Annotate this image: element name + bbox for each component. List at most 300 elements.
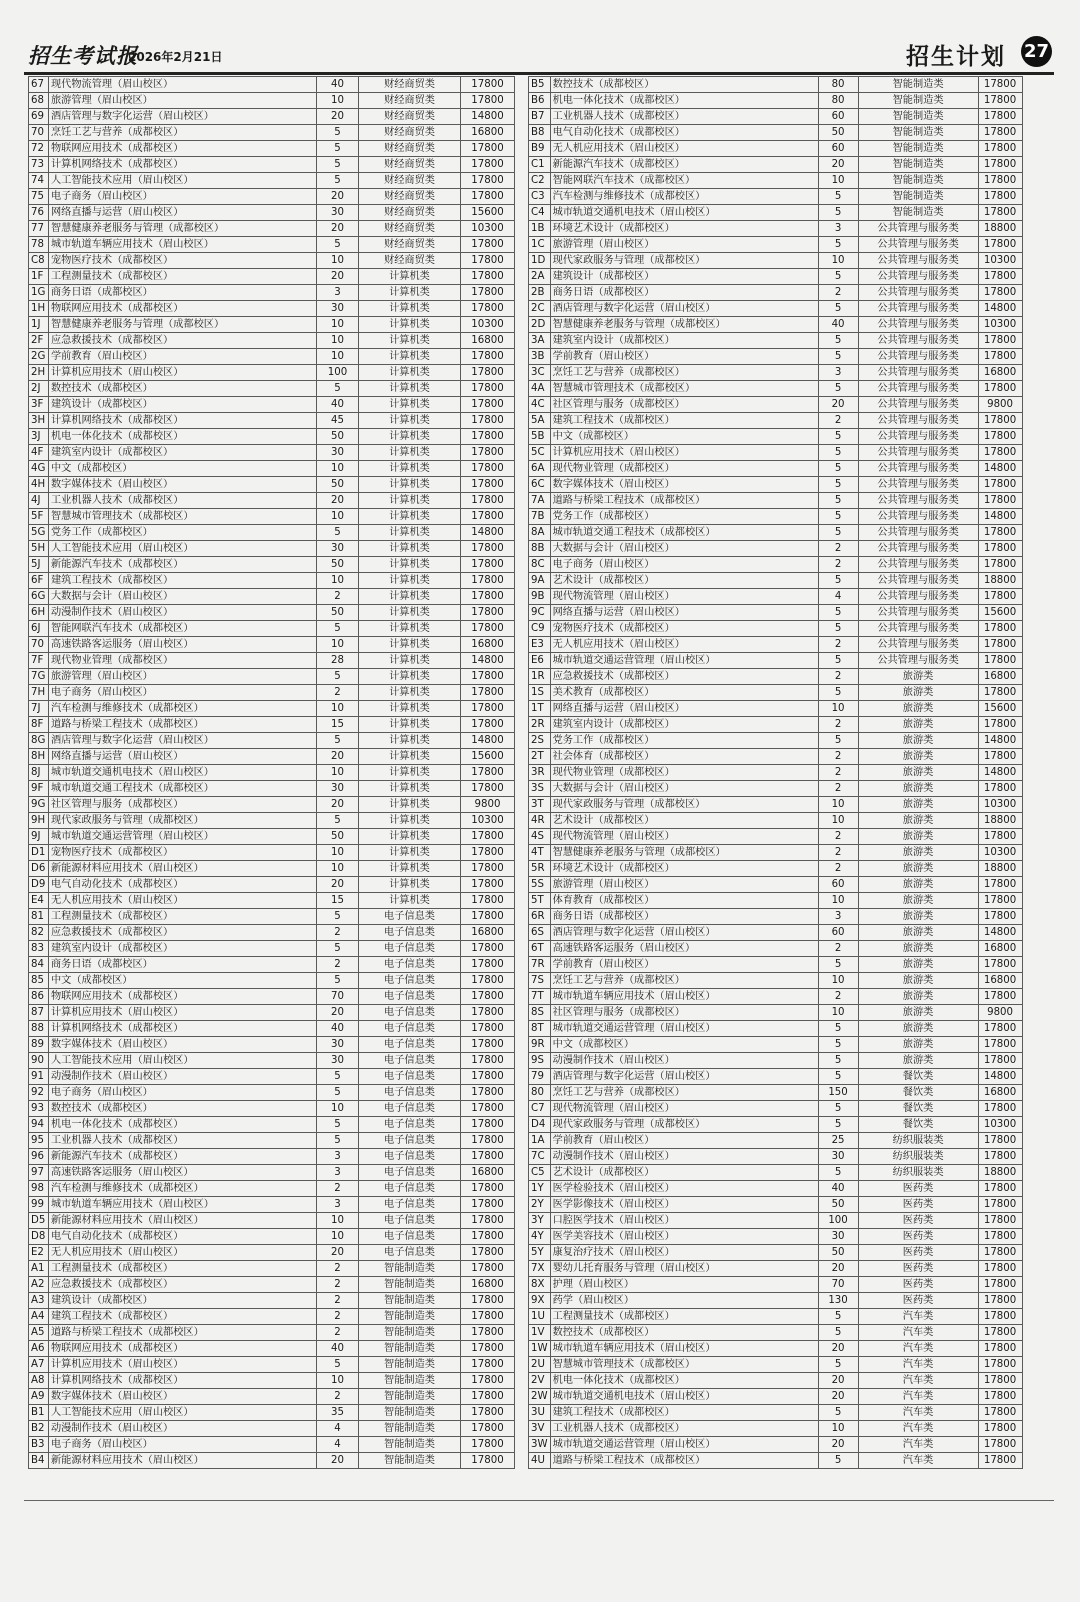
major-name-cell: 动漫制作技术（眉山校区） [49, 1069, 317, 1085]
table-row [29, 1005, 515, 1021]
subject-category-cell: 旅游类 [858, 1005, 978, 1021]
table-row [29, 925, 515, 941]
tuition-fee-cell: 17800 [461, 1325, 515, 1341]
plan-count-cell: 10 [317, 317, 359, 333]
table-row [29, 445, 515, 461]
major-name-cell: 建筑设计（成都校区） [49, 1293, 317, 1309]
plan-count-cell: 5 [818, 957, 858, 973]
subject-category-cell: 电子信息类 [359, 1085, 461, 1101]
table-row [29, 477, 515, 493]
table-row [29, 669, 515, 685]
tuition-fee-cell: 17800 [978, 541, 1022, 557]
major-name-cell: 党务工作（成都校区） [550, 509, 818, 525]
table-row [529, 413, 1023, 429]
subject-category-cell: 公共管理与服务类 [858, 269, 978, 285]
plan-count-cell: 5 [317, 157, 359, 173]
major-code-cell: E3 [529, 637, 551, 653]
plan-count-cell: 5 [317, 1117, 359, 1133]
tuition-fee-cell: 17800 [461, 173, 515, 189]
plan-count-cell: 30 [317, 205, 359, 221]
tuition-fee-cell: 17800 [978, 717, 1022, 733]
major-code-cell: 3R [529, 765, 551, 781]
major-name-cell: 应急救援技术（成都校区） [550, 669, 818, 685]
tuition-fee-cell: 17800 [978, 589, 1022, 605]
tuition-fee-cell: 16800 [461, 1277, 515, 1293]
major-code-cell: 74 [29, 173, 49, 189]
table-row [529, 1181, 1023, 1197]
subject-category-cell: 餐饮类 [858, 1117, 978, 1133]
table-row [529, 989, 1023, 1005]
major-code-cell: 87 [29, 1005, 49, 1021]
table-row [529, 445, 1023, 461]
major-code-cell: 8A [529, 525, 551, 541]
plan-count-cell: 10 [818, 1005, 858, 1021]
major-code-cell: 6R [529, 909, 551, 925]
major-code-cell: 9F [29, 781, 49, 797]
subject-category-cell: 旅游类 [858, 701, 978, 717]
plan-count-cell: 10 [317, 253, 359, 269]
tuition-fee-cell: 17800 [461, 1373, 515, 1389]
major-code-cell: 91 [29, 1069, 49, 1085]
subject-category-cell: 智能制造类 [858, 109, 978, 125]
major-code-cell: E2 [29, 1245, 49, 1261]
major-name-cell: 建筑设计（成都校区） [49, 397, 317, 413]
plan-count-cell: 20 [818, 1373, 858, 1389]
major-name-cell: 机电一体化技术（成都校区） [550, 1373, 818, 1389]
major-code-cell: B8 [529, 125, 551, 141]
major-code-cell: 9B [529, 589, 551, 605]
tuition-fee-cell: 17800 [461, 877, 515, 893]
table-row [529, 717, 1023, 733]
tuition-fee-cell: 17800 [461, 381, 515, 397]
subject-category-cell: 电子信息类 [359, 1181, 461, 1197]
major-name-cell: 网络直播与运营（眉山校区） [49, 205, 317, 221]
major-name-cell: 建筑室内设计（成都校区） [550, 333, 818, 349]
major-name-cell: 城市轨道车辆应用技术（眉山校区） [49, 237, 317, 253]
major-name-cell: 建筑工程技术（成都校区） [550, 1405, 818, 1421]
major-code-cell: 77 [29, 221, 49, 237]
major-name-cell: 应急救援技术（成都校区） [49, 925, 317, 941]
major-code-cell: 83 [29, 941, 49, 957]
tuition-fee-cell: 17800 [978, 285, 1022, 301]
table-row [529, 269, 1023, 285]
major-code-cell: 5J [29, 557, 49, 573]
major-name-cell: 网络直播与运营（眉山校区） [49, 749, 317, 765]
plan-count-cell: 10 [317, 461, 359, 477]
tuition-fee-cell: 16800 [978, 1085, 1022, 1101]
plan-count-cell: 5 [317, 1357, 359, 1373]
table-row [529, 685, 1023, 701]
tuition-fee-cell: 9800 [461, 797, 515, 813]
major-name-cell: 智慧健康养老服务与管理（成都校区） [550, 317, 818, 333]
major-name-cell: 烹饪工艺与营养（成都校区） [550, 973, 818, 989]
subject-category-cell: 公共管理与服务类 [858, 349, 978, 365]
major-name-cell: 数字媒体技术（眉山校区） [49, 1389, 317, 1405]
tuition-fee-cell: 17800 [978, 125, 1022, 141]
tuition-fee-cell: 17800 [461, 1405, 515, 1421]
table-row [29, 1389, 515, 1405]
major-code-cell: 4C [529, 397, 551, 413]
tuition-fee-cell: 17800 [978, 1389, 1022, 1405]
major-code-cell: 7J [29, 701, 49, 717]
major-code-cell: 98 [29, 1181, 49, 1197]
table-row [29, 1309, 515, 1325]
tuition-fee-cell: 16800 [978, 973, 1022, 989]
major-name-cell: 工程测量技术（成都校区） [550, 1309, 818, 1325]
major-code-cell: 3J [29, 429, 49, 445]
table-row [529, 605, 1023, 621]
table-row [29, 685, 515, 701]
tuition-fee-cell: 17800 [461, 541, 515, 557]
major-code-cell: 7S [529, 973, 551, 989]
table-row [529, 477, 1023, 493]
major-code-cell: 2U [529, 1357, 551, 1373]
table-row [529, 381, 1023, 397]
subject-category-cell: 财经商贸类 [359, 173, 461, 189]
major-name-cell: 高速铁路客运服务（眉山校区） [49, 637, 317, 653]
subject-category-cell: 医药类 [858, 1197, 978, 1213]
major-code-cell: 1F [29, 269, 49, 285]
tuition-fee-cell: 17800 [461, 157, 515, 173]
major-name-cell: 中文（成都校区） [49, 973, 317, 989]
major-name-cell: 人工智能技术应用（眉山校区） [49, 541, 317, 557]
table-row [29, 1421, 515, 1437]
major-name-cell: 建筑设计（成都校区） [550, 269, 818, 285]
major-name-cell: 工业机器人技术（成都校区） [49, 1133, 317, 1149]
table-row [529, 1389, 1023, 1405]
major-code-cell: 89 [29, 1037, 49, 1053]
major-code-cell: 9H [29, 813, 49, 829]
major-name-cell: 电气自动化技术（成都校区） [49, 877, 317, 893]
tuition-fee-cell: 17800 [978, 1261, 1022, 1277]
table-row [529, 189, 1023, 205]
major-name-cell: 城市轨道交通运营管理（眉山校区） [550, 1021, 818, 1037]
table-row [529, 957, 1023, 973]
major-code-cell: 7C [529, 1149, 551, 1165]
tuition-fee-cell: 15600 [461, 205, 515, 221]
tuition-fee-cell: 17800 [461, 1293, 515, 1309]
major-name-cell: 旅游管理（眉山校区） [49, 93, 317, 109]
subject-category-cell: 财经商贸类 [359, 109, 461, 125]
tuition-fee-cell: 17800 [461, 1149, 515, 1165]
major-name-cell: 城市轨道车辆应用技术（眉山校区） [550, 989, 818, 1005]
tuition-fee-cell: 17800 [978, 413, 1022, 429]
subject-category-cell: 汽车类 [858, 1357, 978, 1373]
major-name-cell: 智慧健康养老服务与管理（成都校区） [49, 317, 317, 333]
subject-category-cell: 旅游类 [858, 909, 978, 925]
major-code-cell: 79 [529, 1069, 551, 1085]
major-name-cell: 医学美容技术（眉山校区） [550, 1229, 818, 1245]
major-name-cell: 社区管理与服务（成都校区） [550, 397, 818, 413]
subject-category-cell: 汽车类 [858, 1389, 978, 1405]
tuition-fee-cell: 17800 [461, 477, 515, 493]
major-name-cell: 智慧城市管理技术（成都校区） [550, 1357, 818, 1373]
plan-count-cell: 2 [818, 861, 858, 877]
major-name-cell: 党务工作（成都校区） [550, 733, 818, 749]
major-code-cell: 8B [529, 541, 551, 557]
major-name-cell: 无人机应用技术（眉山校区） [49, 893, 317, 909]
tuition-fee-cell: 17800 [461, 845, 515, 861]
major-name-cell: 智能网联汽车技术（成都校区） [550, 173, 818, 189]
major-name-cell: 数字媒体技术（眉山校区） [49, 477, 317, 493]
tuition-fee-cell: 14800 [461, 733, 515, 749]
major-code-cell: C2 [529, 173, 551, 189]
major-name-cell: 人工智能技术应用（眉山校区） [49, 173, 317, 189]
major-code-cell: 4F [29, 445, 49, 461]
major-code-cell: B7 [529, 109, 551, 125]
major-code-cell: 97 [29, 1165, 49, 1181]
major-code-cell: 72 [29, 141, 49, 157]
table-row [529, 429, 1023, 445]
major-name-cell: 社区管理与服务（成都校区） [49, 797, 317, 813]
plan-count-cell: 5 [317, 1069, 359, 1085]
subject-category-cell: 智能制造类 [359, 1373, 461, 1389]
table-row [529, 861, 1023, 877]
major-name-cell: 网络直播与运营（眉山校区） [550, 605, 818, 621]
tuition-fee-cell: 17800 [978, 909, 1022, 925]
major-name-cell: 宠物医疗技术（成都校区） [49, 845, 317, 861]
plan-count-cell: 5 [317, 173, 359, 189]
tuition-fee-cell: 10300 [978, 253, 1022, 269]
major-name-cell: 酒店管理与数字化运营（眉山校区） [49, 109, 317, 125]
plan-count-cell: 40 [317, 77, 359, 93]
major-name-cell: 工程测量技术（成都校区） [49, 269, 317, 285]
subject-category-cell: 医药类 [858, 1277, 978, 1293]
tuition-fee-cell: 17800 [978, 1341, 1022, 1357]
major-code-cell: 94 [29, 1117, 49, 1133]
tuition-fee-cell: 17800 [978, 1453, 1022, 1469]
tuition-fee-cell: 17800 [978, 1229, 1022, 1245]
tuition-fee-cell: 16800 [461, 125, 515, 141]
table-row [29, 1293, 515, 1309]
subject-category-cell: 医药类 [858, 1229, 978, 1245]
major-name-cell: 高速铁路客运服务（眉山校区） [49, 1165, 317, 1181]
plan-count-cell: 2 [818, 845, 858, 861]
tuition-fee-cell: 16800 [461, 1165, 515, 1181]
table-row [529, 1085, 1023, 1101]
major-code-cell: B4 [29, 1453, 49, 1469]
table-row [529, 301, 1023, 317]
table-row [529, 1053, 1023, 1069]
plan-count-cell: 5 [818, 301, 858, 317]
major-code-cell: 4T [529, 845, 551, 861]
major-name-cell: 物联网应用技术（成都校区） [49, 141, 317, 157]
major-name-cell: 城市轨道交通机电技术（眉山校区） [550, 1389, 818, 1405]
major-code-cell: 4U [529, 1453, 551, 1469]
tuition-fee-cell: 17800 [978, 1101, 1022, 1117]
subject-category-cell: 财经商贸类 [359, 253, 461, 269]
tuition-fee-cell: 18800 [978, 861, 1022, 877]
plan-count-cell: 2 [317, 957, 359, 973]
major-name-cell: 数控技术（成都校区） [550, 77, 818, 93]
major-code-cell: A2 [29, 1277, 49, 1293]
major-code-cell: 99 [29, 1197, 49, 1213]
plan-count-cell: 30 [317, 301, 359, 317]
tuition-fee-cell: 17800 [978, 1133, 1022, 1149]
subject-category-cell: 计算机类 [359, 893, 461, 909]
tuition-fee-cell: 17800 [461, 1117, 515, 1133]
table-row [29, 125, 515, 141]
major-code-cell: 9A [529, 573, 551, 589]
major-code-cell: 70 [29, 637, 49, 653]
tuition-fee-cell: 17800 [978, 141, 1022, 157]
table-row [529, 1245, 1023, 1261]
tuition-fee-cell: 16800 [461, 333, 515, 349]
tuition-fee-cell: 17800 [461, 765, 515, 781]
major-code-cell: 2A [529, 269, 551, 285]
plan-count-cell: 40 [818, 317, 858, 333]
subject-category-cell: 财经商贸类 [359, 157, 461, 173]
plan-count-cell: 10 [818, 797, 858, 813]
major-name-cell: 无人机应用技术（眉山校区） [49, 1245, 317, 1261]
major-code-cell: 80 [529, 1085, 551, 1101]
table-row [529, 1405, 1023, 1421]
subject-category-cell: 计算机类 [359, 637, 461, 653]
subject-category-cell: 医药类 [858, 1213, 978, 1229]
plan-count-cell: 2 [818, 557, 858, 573]
major-code-cell: A3 [29, 1293, 49, 1309]
subject-category-cell: 旅游类 [858, 957, 978, 973]
table-row [29, 1229, 515, 1245]
major-name-cell: 环境艺术设计（成都校区） [550, 221, 818, 237]
subject-category-cell: 公共管理与服务类 [858, 541, 978, 557]
major-name-cell: 建筑工程技术（成都校区） [49, 1309, 317, 1325]
major-name-cell: 新能源汽车技术（成都校区） [49, 557, 317, 573]
tuition-fee-cell: 17800 [978, 1293, 1022, 1309]
plan-count-cell: 10 [317, 1229, 359, 1245]
subject-category-cell: 公共管理与服务类 [858, 413, 978, 429]
major-code-cell: 2B [529, 285, 551, 301]
major-name-cell: 美术教育（成都校区） [550, 685, 818, 701]
table-row [529, 557, 1023, 573]
major-code-cell: 5C [529, 445, 551, 461]
plan-count-cell: 150 [818, 1085, 858, 1101]
major-name-cell: 艺术设计（成都校区） [550, 813, 818, 829]
major-name-cell: 应急救援技术（成都校区） [49, 1277, 317, 1293]
plan-count-cell: 10 [317, 1101, 359, 1117]
tuition-fee-cell: 17800 [461, 349, 515, 365]
major-name-cell: 道路与桥梁工程技术（成都校区） [550, 493, 818, 509]
plan-count-cell: 25 [818, 1133, 858, 1149]
tuition-fee-cell: 17800 [461, 1389, 515, 1405]
plan-count-cell: 5 [818, 509, 858, 525]
major-code-cell: 81 [29, 909, 49, 925]
subject-category-cell: 计算机类 [359, 621, 461, 637]
major-code-cell: 7H [29, 685, 49, 701]
plan-count-cell: 2 [317, 1261, 359, 1277]
major-code-cell: 6C [529, 477, 551, 493]
major-name-cell: 动漫制作技术（眉山校区） [49, 1421, 317, 1437]
plan-count-cell: 30 [317, 781, 359, 797]
major-code-cell: 1Y [529, 1181, 551, 1197]
major-code-cell: 1G [29, 285, 49, 301]
subject-category-cell: 智能制造类 [858, 157, 978, 173]
subject-category-cell: 旅游类 [858, 813, 978, 829]
tuition-fee-cell: 9800 [978, 397, 1022, 413]
plan-count-cell: 10 [317, 701, 359, 717]
major-name-cell: 党务工作（成都校区） [49, 525, 317, 541]
plan-count-cell: 5 [317, 669, 359, 685]
major-code-cell: D8 [29, 1229, 49, 1245]
subject-category-cell: 旅游类 [858, 781, 978, 797]
plan-count-cell: 4 [317, 1421, 359, 1437]
subject-category-cell: 公共管理与服务类 [858, 621, 978, 637]
table-row [529, 157, 1023, 173]
major-name-cell: 物联网应用技术（成都校区） [49, 301, 317, 317]
plan-count-cell: 40 [818, 1181, 858, 1197]
major-name-cell: 现代家政服务与管理（成都校区） [49, 813, 317, 829]
major-code-cell: 5A [529, 413, 551, 429]
plan-count-cell: 5 [818, 1117, 858, 1133]
plan-count-cell: 5 [818, 685, 858, 701]
tuition-fee-cell: 17800 [461, 685, 515, 701]
table-row [529, 365, 1023, 381]
tuition-fee-cell: 17800 [978, 829, 1022, 845]
page-header [24, 36, 1054, 70]
table-row [29, 1341, 515, 1357]
plan-count-cell: 5 [317, 1085, 359, 1101]
major-name-cell: 建筑工程技术（成都校区） [550, 413, 818, 429]
tuition-fee-cell: 17800 [978, 269, 1022, 285]
plan-count-cell: 10 [317, 1373, 359, 1389]
major-name-cell: 机电一体化技术（成都校区） [550, 93, 818, 109]
major-code-cell: A6 [29, 1341, 49, 1357]
plan-count-cell: 5 [317, 941, 359, 957]
table-row [529, 541, 1023, 557]
table-row [529, 733, 1023, 749]
table-row [29, 1053, 515, 1069]
major-code-cell: B9 [529, 141, 551, 157]
table-row [29, 333, 515, 349]
major-code-cell: 4G [29, 461, 49, 477]
tuition-fee-cell: 17800 [461, 397, 515, 413]
plan-count-cell: 5 [317, 621, 359, 637]
tuition-fee-cell: 17800 [461, 589, 515, 605]
subject-category-cell: 计算机类 [359, 813, 461, 829]
major-code-cell: 6H [29, 605, 49, 621]
tuition-fee-cell: 9800 [978, 1005, 1022, 1021]
tuition-fee-cell: 18800 [978, 221, 1022, 237]
tuition-fee-cell: 16800 [978, 941, 1022, 957]
tuition-fee-cell: 15600 [461, 749, 515, 765]
major-name-cell: 工业机器人技术（成都校区） [49, 493, 317, 509]
major-name-cell: 现代物流管理（眉山校区） [550, 829, 818, 845]
subject-category-cell: 计算机类 [359, 285, 461, 301]
plan-count-cell: 40 [317, 1341, 359, 1357]
major-name-cell: 电子商务（眉山校区） [550, 557, 818, 573]
tuition-fee-cell: 17800 [978, 1197, 1022, 1213]
table-row [529, 1373, 1023, 1389]
tuition-fee-cell: 17800 [978, 893, 1022, 909]
plan-count-cell: 30 [317, 541, 359, 557]
major-name-cell: 社会体育（成都校区） [550, 749, 818, 765]
tuition-fee-cell: 17800 [978, 205, 1022, 221]
plan-count-cell: 10 [818, 701, 858, 717]
subject-category-cell: 旅游类 [858, 749, 978, 765]
table-row [529, 1149, 1023, 1165]
major-name-cell: 计算机网络技术（成都校区） [49, 1373, 317, 1389]
tuition-fee-cell: 17800 [461, 445, 515, 461]
major-name-cell: 计算机网络技术（成都校区） [49, 1021, 317, 1037]
tuition-fee-cell: 17800 [461, 285, 515, 301]
table-row [29, 781, 515, 797]
plan-count-cell: 20 [818, 397, 858, 413]
major-name-cell: 新能源汽车技术（成都校区） [550, 157, 818, 173]
major-code-cell: A8 [29, 1373, 49, 1389]
major-name-cell: 商务日语（成都校区） [550, 909, 818, 925]
major-name-cell: 电气自动化技术（成都校区） [550, 125, 818, 141]
plan-count-cell: 5 [818, 621, 858, 637]
